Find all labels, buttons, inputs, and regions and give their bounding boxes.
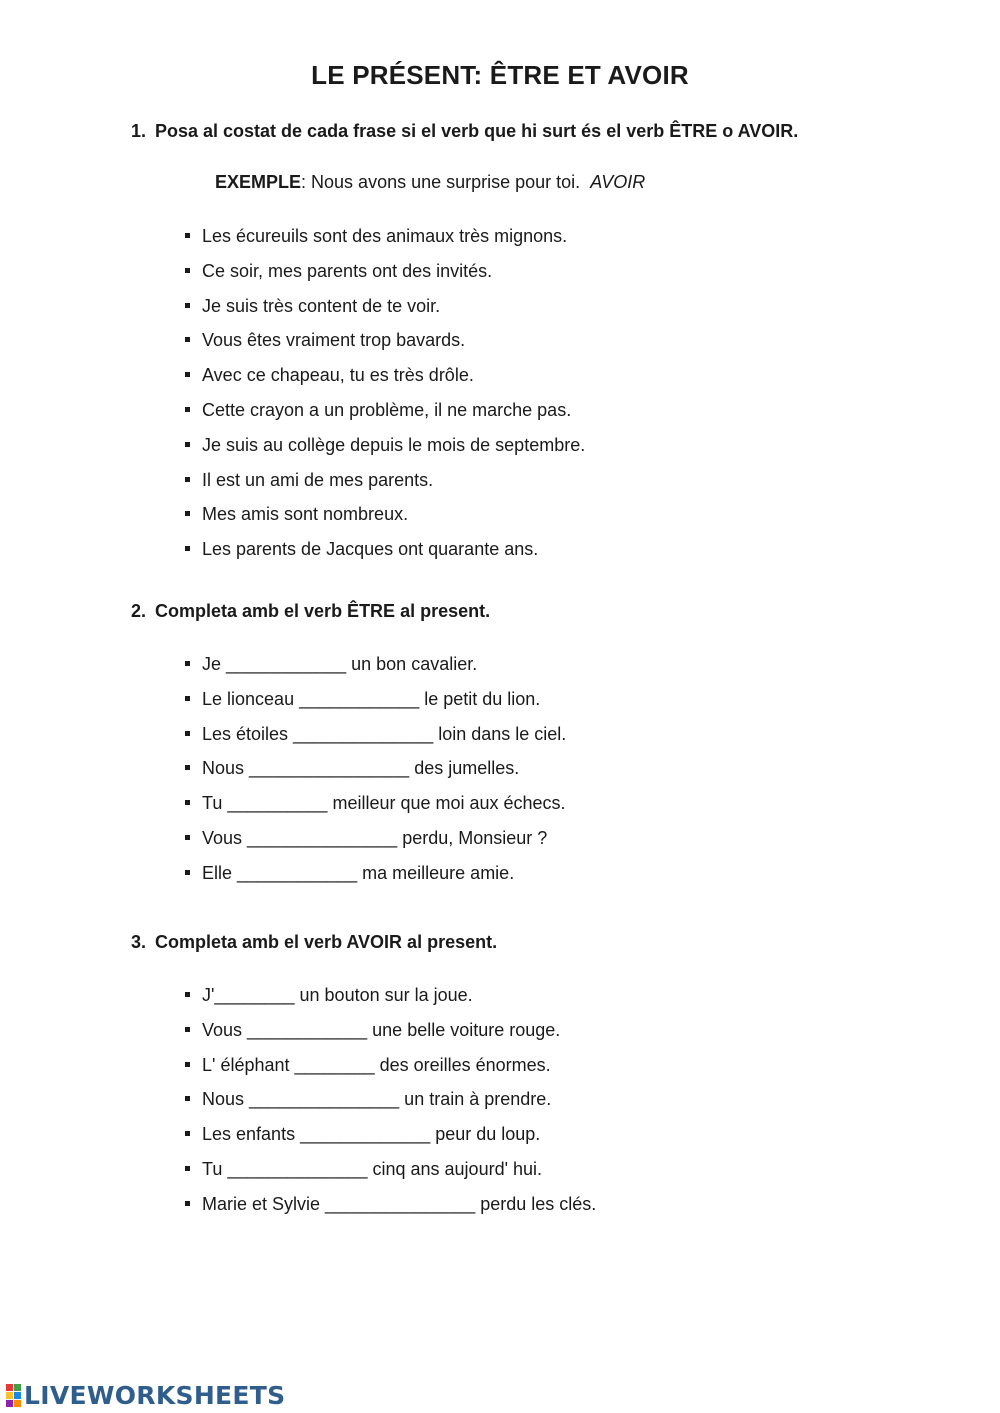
example-text: : Nous avons une surprise pour toi. [301, 172, 581, 192]
list-item: Mes amis sont nombreux. [185, 502, 585, 537]
list-item: Ce soir, mes parents ont des invités. [185, 259, 585, 294]
list-item: Je ____________ un bon cavalier. [185, 652, 566, 687]
list-item: Je suis au collège depuis le mois de septembre. [185, 433, 585, 468]
logo-square [14, 1384, 21, 1391]
question-1-heading [131, 118, 815, 145]
list-item: Nous _______________ un train à prendre. [185, 1087, 596, 1122]
list-item: Avec ce chapeau, tu es très drôle. [185, 363, 585, 398]
question-3-heading [131, 929, 815, 956]
question-3-number: 3. [131, 932, 147, 952]
list-item: J'________ un bouton sur la joue. [185, 983, 596, 1018]
question-1-list [185, 224, 585, 572]
liveworksheets-logo-icon [6, 1384, 21, 1407]
list-item: Vous êtes vraiment trop bavards. [185, 328, 585, 363]
question-3-list [185, 983, 596, 1227]
list-item: Tu __________ meilleur que moi aux échecs. [185, 791, 566, 826]
list-item: Les parents de Jacques ont quarante ans. [185, 537, 585, 572]
list-item: Les étoiles ______________ loin dans le ciel. [185, 722, 566, 757]
list-item: Cette crayon a un problème, il ne marche pas. [185, 398, 585, 433]
list-item: Tu ______________ cinq ans aujourd' hui. [185, 1157, 596, 1192]
example-label: EXEMPLE [215, 172, 302, 192]
question-3-instruction: Completa amb el verb AVOIR al present. [155, 932, 498, 952]
list-item: Le lionceau ____________ le petit du lion. [185, 687, 566, 722]
example-answer: AVOIR [590, 172, 646, 192]
list-item: Vous ____________ une belle voiture rouge. [185, 1018, 596, 1053]
question-1-instruction: Posa al costat de cada frase si el verb que hi surt és el verb ÊTRE o AVOIR. [155, 121, 799, 141]
question-2-instruction: Completa amb el verb ÊTRE al present. [155, 601, 491, 621]
question-2-heading [131, 598, 815, 625]
question-2-list [185, 652, 566, 896]
logo-square [6, 1384, 13, 1391]
example-line [215, 172, 645, 193]
list-item: Les écureuils sont des animaux très mignons. [185, 224, 585, 259]
list-item: Je suis très content de te voir. [185, 294, 585, 329]
list-item: Nous ________________ des jumelles. [185, 756, 566, 791]
logo-square [6, 1400, 13, 1407]
question-2-number: 2. [131, 601, 147, 621]
list-item: Il est un ami de mes parents. [185, 468, 585, 503]
logo-square [14, 1400, 21, 1407]
list-item: Marie et Sylvie _______________ perdu les clés. [185, 1192, 596, 1227]
logo-square [14, 1392, 21, 1399]
list-item: Vous _______________ perdu, Monsieur ? [185, 826, 566, 861]
list-item: Les enfants _____________ peur du loup. [185, 1122, 596, 1157]
liveworksheets-branding[interactable] [6, 1380, 285, 1410]
liveworksheets-wordmark: LIVEWORKSHEETS [24, 1380, 286, 1410]
logo-square [6, 1392, 13, 1399]
list-item: L' éléphant ________ des oreilles énormes. [185, 1053, 596, 1088]
list-item: Elle ____________ ma meilleure amie. [185, 861, 566, 896]
page-title: LE PRÉSENT: ÊTRE ET AVOIR [311, 60, 689, 90]
question-1-number: 1. [131, 121, 147, 141]
